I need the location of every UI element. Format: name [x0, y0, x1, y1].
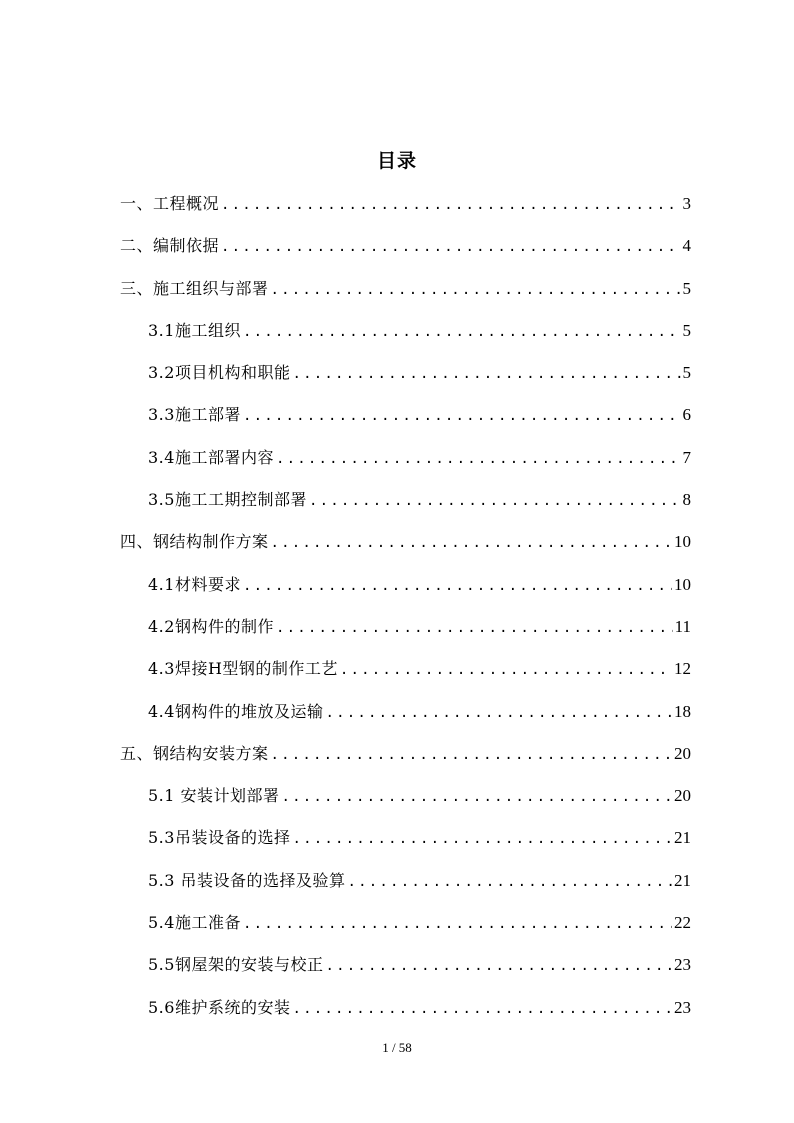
toc-entry-label: 四、钢结构制作方案	[120, 532, 269, 552]
toc-entry-label: 3.2项目机构和职能	[148, 363, 291, 383]
toc-entry[interactable]	[120, 524, 691, 566]
toc-entry[interactable]	[120, 651, 691, 693]
toc-entry-page: 3	[682, 194, 691, 213]
toc-leader-dots	[276, 441, 681, 477]
page-number-footer: 1 / 58	[382, 1040, 412, 1055]
toc-entry-label: 一、工程概况	[120, 194, 220, 213]
toc-entry[interactable]	[120, 186, 691, 228]
toc-entry-page: 21	[674, 828, 691, 848]
toc-leader-dots	[221, 187, 680, 223]
toc-title: 目录	[376, 150, 417, 172]
toc-leader-dots	[271, 525, 672, 561]
toc-entry-page: 22	[674, 913, 691, 933]
toc-entry-page: 7	[682, 447, 691, 467]
toc-leader-dots	[282, 779, 672, 815]
toc-entry[interactable]	[120, 736, 691, 778]
toc-entry[interactable]	[120, 905, 691, 947]
toc-entry-page: 18	[674, 701, 691, 721]
toc-leader-dots	[292, 991, 672, 1027]
toc-entry-label: 五、钢结构安装方案	[120, 743, 269, 763]
toc-entry-label: 5.1 安装计划部署	[148, 786, 280, 806]
toc-leader-dots	[271, 737, 672, 773]
toc-leader-dots	[243, 314, 681, 350]
toc-entry[interactable]	[120, 990, 691, 1032]
toc-entry[interactable]	[120, 313, 691, 355]
toc-entry[interactable]	[120, 609, 691, 651]
toc-entry-label: 4.2钢构件的制作	[148, 616, 274, 636]
toc-leader-dots	[243, 568, 672, 604]
toc-leader-dots	[340, 652, 672, 688]
toc-entry-label: 5.6维护系统的安装	[148, 997, 291, 1017]
toc-entry[interactable]	[120, 694, 691, 736]
toc-entry-page: 5	[682, 320, 691, 340]
toc-entry-page: 21	[674, 870, 691, 890]
toc-entry-label: 3.5施工工期控制部署	[148, 490, 307, 510]
toc-entry-page: 12	[674, 659, 691, 679]
toc-entry-label: 3.4施工部署内容	[148, 447, 274, 467]
toc-entry-page: 5	[682, 278, 691, 298]
toc-leader-dots	[276, 610, 673, 646]
toc-entry[interactable]	[120, 397, 691, 439]
toc-leader-dots	[292, 356, 680, 392]
toc-leader-dots	[325, 948, 672, 984]
toc-entry-label: 二、编制依据	[120, 236, 220, 256]
toc-entry-label: 5.4施工准备	[148, 913, 241, 933]
toc-leader-dots	[271, 272, 681, 308]
toc-entry-label: 3.1施工组织	[148, 320, 241, 340]
toc-entry[interactable]	[120, 820, 691, 862]
toc-entry-page: 11	[674, 616, 691, 636]
toc-entry-label: 4.1材料要求	[148, 574, 241, 594]
toc-leader-dots	[243, 398, 681, 434]
toc-leader-dots	[348, 864, 672, 900]
toc-entry-label: 5.3吊装设备的选择	[148, 828, 291, 848]
toc-entry-label: 5.5钢屋架的安装与校正	[148, 955, 324, 975]
toc-entry-page: 6	[682, 405, 691, 425]
toc-entry[interactable]	[120, 947, 691, 989]
toc-entry-page: 23	[674, 955, 691, 975]
toc-entry-label: 三、施工组织与部署	[120, 278, 269, 298]
toc-list	[120, 186, 691, 1032]
toc-entry-page: 5	[682, 363, 691, 383]
toc-entry[interactable]	[120, 778, 691, 820]
toc-entry-page: 20	[674, 786, 691, 806]
toc-entry-page: 4	[682, 236, 691, 256]
toc-entry[interactable]	[120, 482, 691, 524]
toc-entry[interactable]	[120, 355, 691, 397]
toc-entry-label: 4.4钢构件的堆放及运输	[148, 701, 324, 721]
toc-entry[interactable]	[120, 567, 691, 609]
toc-entry-label: 5.3 吊装设备的选择及验算	[148, 870, 346, 890]
toc-leader-dots	[221, 229, 680, 265]
toc-entry-page: 10	[674, 574, 691, 594]
toc-leader-dots	[325, 695, 672, 731]
toc-entry[interactable]	[120, 228, 691, 270]
toc-entry-page: 10	[674, 532, 691, 552]
toc-entry[interactable]	[120, 271, 691, 313]
toc-entry[interactable]	[120, 440, 691, 482]
toc-entry-page: 8	[682, 490, 691, 510]
toc-entry-page: 20	[674, 743, 691, 763]
toc-entry-label: 3.3施工部署	[148, 405, 241, 425]
toc-leader-dots	[309, 483, 681, 519]
toc-entry-page: 23	[674, 997, 691, 1017]
toc-leader-dots	[243, 906, 672, 942]
toc-entry-label: 4.3焊接H型钢的制作工艺	[148, 659, 338, 679]
toc-leader-dots	[292, 821, 672, 857]
toc-entry[interactable]	[120, 863, 691, 905]
